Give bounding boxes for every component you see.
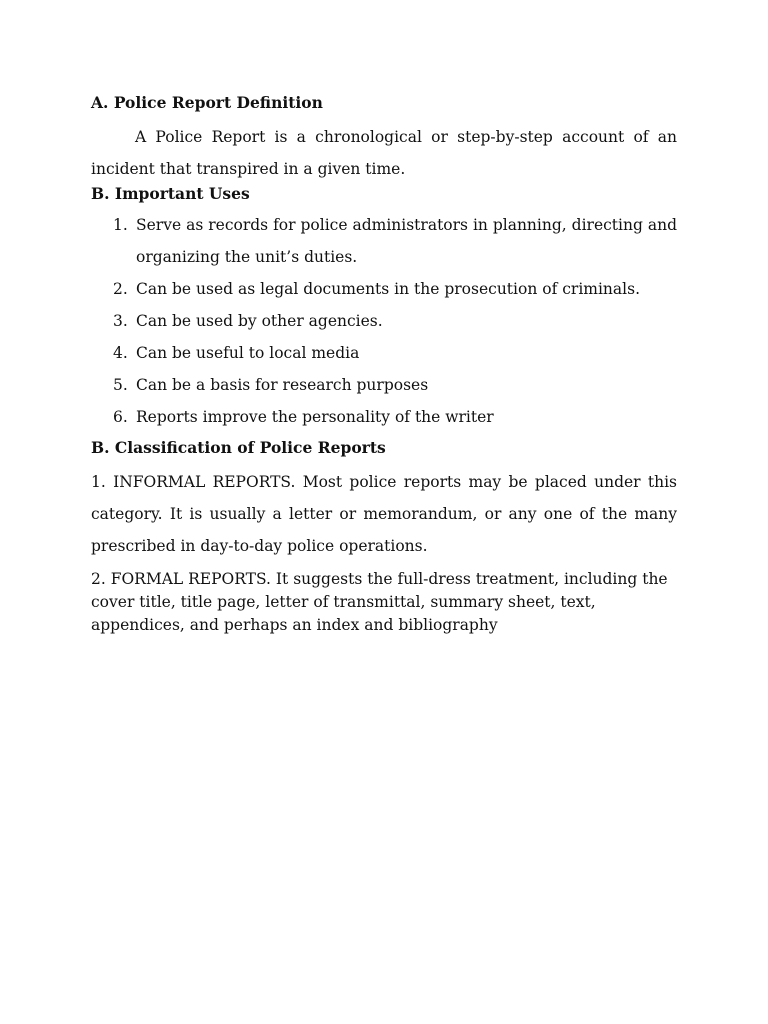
formal-reports-paragraph: 2. FORMAL REPORTS. It suggests the full-dress treatment, including the cover title, title page, letter of transmittal, summary sheet, text, appendices, and perhaps an index and bibliography (91, 570, 668, 634)
list-item-text: Reports improve the personality of the writer (136, 408, 494, 426)
section-b-uses-heading: B. Important Uses (91, 184, 250, 203)
list-item-text: Serve as records for police administrators in planning, directing and organizing the unit’s duties. (136, 216, 677, 266)
informal-reports-paragraph: 1. INFORMAL REPORTS. Most police reports may be placed under this category. It is usually a letter or memorandum, or any one of the many prescribed in day-to-day police operations. (91, 473, 677, 555)
list-item: 6. Reports improve the personality of the writer (113, 408, 494, 426)
list-item: 1. Serve as records for police administrators in planning, directing and organizing the unit’s duties. (113, 216, 677, 266)
uses-list (91, 209, 677, 433)
document-page (91, 91, 677, 637)
definition-paragraph: A Police Report is a chronological or step-by-step account of an incident that transpired in a given time. (91, 128, 677, 178)
list-item: 4. Can be useful to local media (113, 344, 360, 362)
list-item: 3. Can be used by other agencies. (113, 312, 383, 330)
list-item-text: Can be useful to local media (136, 344, 360, 362)
section-a-heading: A. Police Report Definition (91, 93, 323, 112)
list-item: 5. Can be a basis for research purposes (113, 376, 429, 394)
list-item-text: Can be used as legal documents in the prosecution of criminals. (136, 280, 640, 298)
list-item-text: Can be a basis for research purposes (136, 376, 429, 394)
list-item: 2. Can be used as legal documents in the prosecution of criminals. (113, 280, 640, 298)
list-item-text: Can be used by other agencies. (136, 312, 383, 330)
section-b-classification-heading: B. Classification of Police Reports (91, 438, 386, 457)
